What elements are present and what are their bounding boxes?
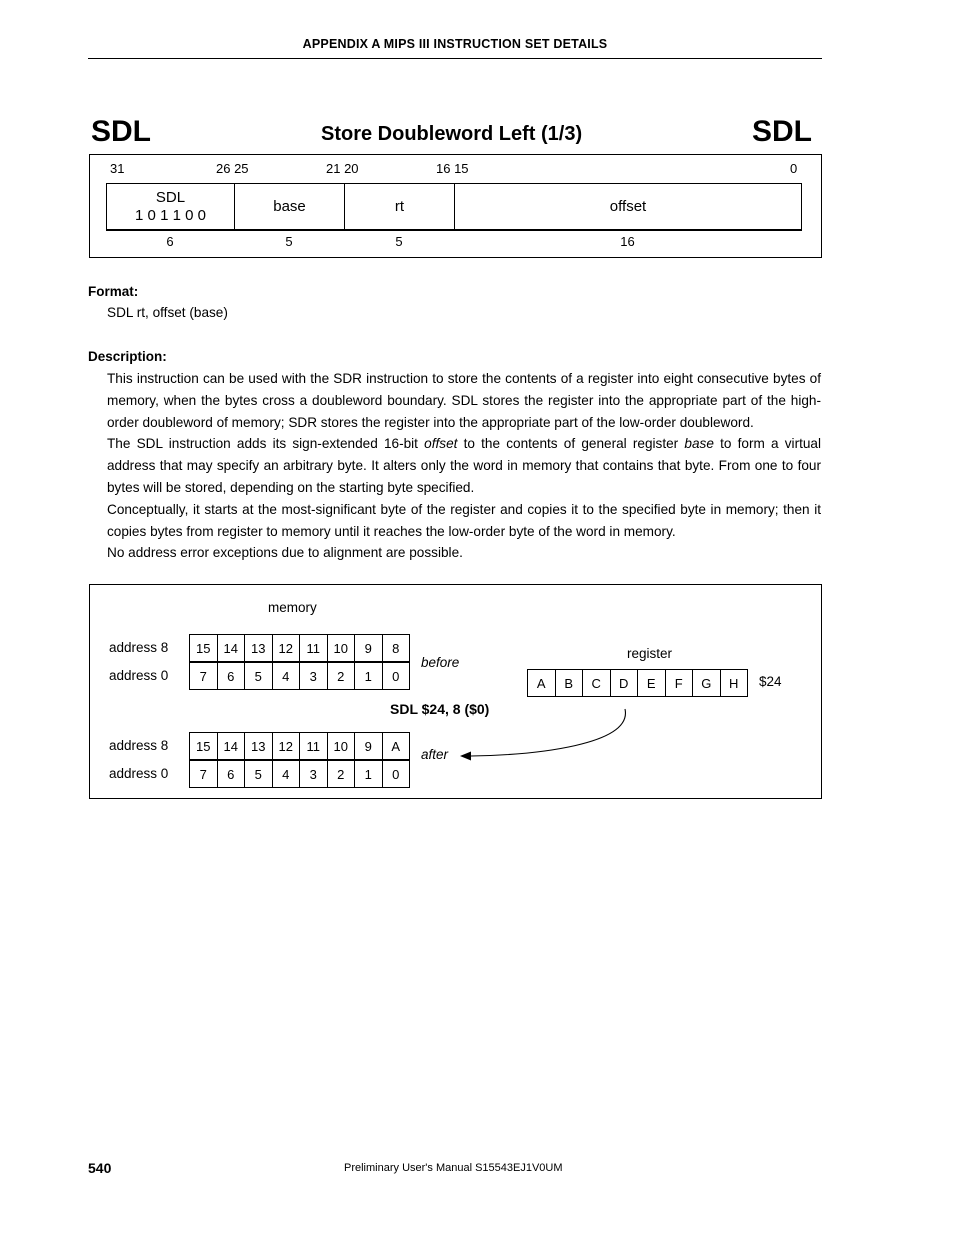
- text-run-italic: base: [684, 436, 714, 452]
- instruction-example: SDL $24, 8 ($0): [390, 701, 490, 717]
- byte-cell: 9: [355, 635, 383, 661]
- byte-cell: 6: [218, 663, 246, 689]
- register-cells: [527, 669, 748, 697]
- byte-cell: 4: [273, 663, 301, 689]
- byte-cell: 11: [300, 635, 328, 661]
- byte-cell: 0: [383, 761, 411, 787]
- byte-cell: C: [583, 670, 611, 696]
- memory-before-row0: [189, 662, 410, 690]
- byte-cell: 0: [383, 663, 411, 689]
- bit-number: 0: [790, 161, 798, 176]
- before-label: before: [421, 655, 460, 670]
- encoding-fields: [106, 183, 802, 231]
- field-width: 5: [395, 234, 403, 249]
- byte-cell: 13: [245, 733, 273, 759]
- bit-number: 26 25: [216, 161, 249, 176]
- byte-cell: 15: [190, 635, 218, 661]
- byte-cell: 15: [190, 733, 218, 759]
- text-run: to form a virtual address that may specify an arbitrary byte. It alters only the word in memory that contains that byte. From one to four bytes will be stored, depending on the starting byte specified.: [107, 436, 822, 495]
- description-paragraph: This instruction can be used with the SDR instruction to store the contents of a register into eight consecutive bytes of memory, when the bytes cross a doubleword boundary. SDL stores the register into the appropriate part of the high-order doubleword of memory; SDR stores the register into the appropriate part of the low-order doubleword.: [107, 371, 821, 430]
- byte-cell: 7: [190, 663, 218, 689]
- byte-cell: H: [721, 670, 749, 696]
- text-run-italic: offset: [424, 436, 458, 452]
- byte-cell: 12: [273, 635, 301, 661]
- description-body: [107, 368, 821, 564]
- header-rule: [88, 58, 822, 59]
- field-offset: [455, 184, 801, 229]
- byte-cell: 11: [300, 733, 328, 759]
- byte-cell: 14: [218, 733, 246, 759]
- byte-cell: 14: [218, 635, 246, 661]
- field-width: 5: [285, 234, 293, 249]
- byte-cell: A: [383, 733, 411, 759]
- after-label: after: [421, 747, 449, 762]
- field-width: 16: [620, 234, 635, 249]
- description-paragraph: Conceptually, it starts at the most-significant byte of the register and copies it to the specified byte in memory; then it copies bytes from register to memory until it reaches the low-order byte of the word in memory.: [107, 501, 821, 539]
- byte-cell: 2: [328, 663, 356, 689]
- field-rt-name: rt: [394, 197, 405, 215]
- bit-number: 21 20: [326, 161, 359, 176]
- field-opcode: [107, 184, 235, 229]
- byte-cell: 13: [245, 635, 273, 661]
- byte-cell: E: [638, 670, 666, 696]
- byte-cell: 1: [355, 761, 383, 787]
- instruction-title: Store Doubleword Left (1/3): [321, 123, 583, 145]
- byte-cell: B: [556, 670, 584, 696]
- copy-arrow: [455, 705, 635, 765]
- address-label: address 0: [109, 668, 169, 683]
- description-paragraph: No address error exceptions due to alignment are possible.: [107, 545, 463, 561]
- field-width: 6: [166, 234, 174, 249]
- byte-cell: 2: [328, 761, 356, 787]
- byte-cell: 10: [328, 733, 356, 759]
- text-run: The SDL instruction adds its sign-extended 16-bit: [107, 436, 425, 452]
- byte-cell: A: [528, 670, 556, 696]
- memory-after-row8: [189, 732, 410, 760]
- byte-cell: D: [611, 670, 639, 696]
- byte-cell: 9: [355, 733, 383, 759]
- bit-number: 31: [110, 161, 125, 176]
- memory-label: memory: [268, 600, 317, 615]
- field-offset-name: offset: [609, 197, 647, 215]
- memory-after-row0: [189, 760, 410, 788]
- running-header: APPENDIX A MIPS III INSTRUCTION SET DETAILS: [302, 37, 608, 51]
- address-label: address 8: [109, 738, 169, 753]
- memory-before-row8: [189, 634, 410, 662]
- page-number: 540: [88, 1160, 112, 1176]
- field-base: [235, 184, 345, 229]
- byte-cell: 3: [300, 761, 328, 787]
- byte-cell: 5: [245, 663, 273, 689]
- text-run: to the contents of general register: [457, 436, 685, 452]
- format-heading: Format:: [88, 284, 139, 299]
- field-base-name: base: [273, 197, 306, 215]
- byte-cell: 4: [273, 761, 301, 787]
- byte-cell: 1: [355, 663, 383, 689]
- address-label: address 8: [109, 640, 169, 655]
- field-opcode-name: SDL: [155, 188, 186, 206]
- byte-cell: 8: [383, 635, 411, 661]
- mnemonic-left: SDL: [91, 115, 151, 148]
- register-label: register: [627, 646, 673, 661]
- bit-number: 16 15: [436, 161, 469, 176]
- mnemonic-right: SDL: [752, 115, 812, 148]
- field-opcode-code: 1 0 1 1 0 0: [135, 206, 206, 224]
- register-name: $24: [759, 674, 782, 689]
- description-heading: Description:: [88, 349, 167, 364]
- byte-cell: 6: [218, 761, 246, 787]
- byte-cell: 3: [300, 663, 328, 689]
- byte-cell: 5: [245, 761, 273, 787]
- byte-cell: 12: [273, 733, 301, 759]
- description-paragraph: [107, 433, 821, 498]
- byte-cell: 10: [328, 635, 356, 661]
- format-syntax: SDL rt, offset (base): [107, 305, 228, 320]
- byte-cell: F: [666, 670, 694, 696]
- byte-cell: G: [693, 670, 721, 696]
- manual-id: Preliminary User's Manual S15543EJ1V0UM: [344, 1162, 563, 1174]
- byte-cell: 7: [190, 761, 218, 787]
- field-rt: [345, 184, 455, 229]
- address-label: address 0: [109, 766, 169, 781]
